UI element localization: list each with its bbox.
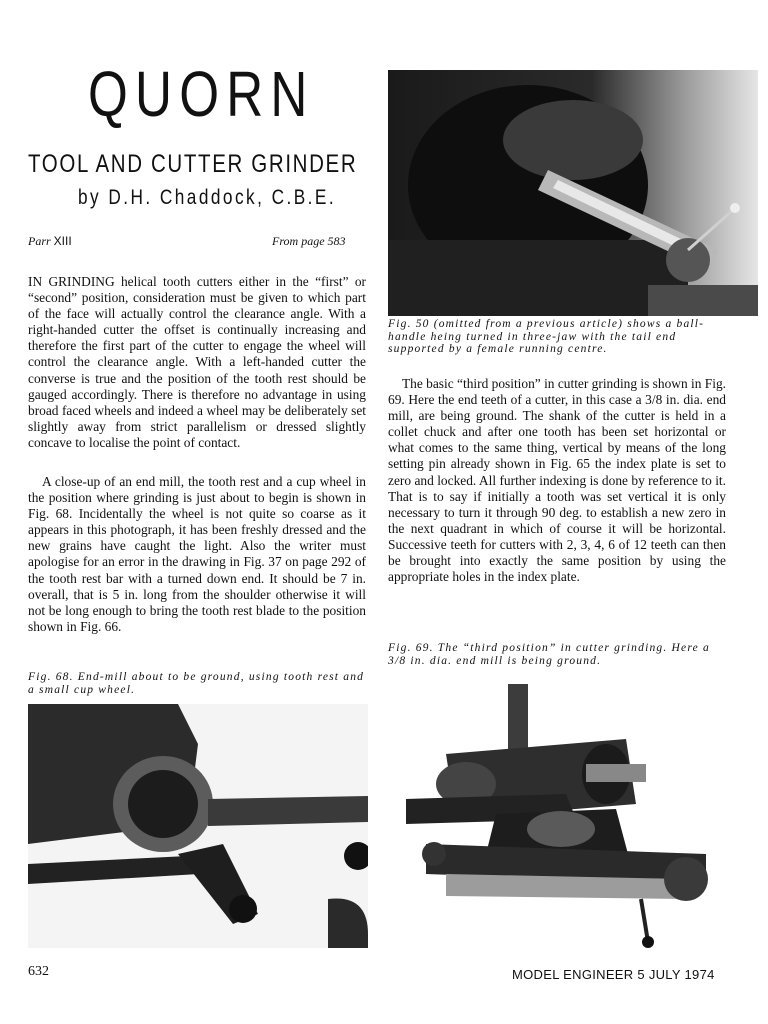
from-page-note: From page 583: [272, 234, 346, 248]
page-number: 632: [28, 964, 49, 979]
fig-69-caption: Fig. 69. The “third position” in cutter grinding. Here a 3/8 in. dia. end mill is being ground.: [388, 642, 710, 667]
fig-69-photo: [386, 684, 726, 950]
part-label-text: Parr: [28, 234, 51, 248]
issue-footer: MODEL ENGINEER 5 JULY 1974: [512, 967, 715, 982]
part-label: [28, 234, 72, 249]
fig-50-caption: Fig. 50 (omitted from a previous article) shows a ball-handle heing turned in three-jaw with the tail end supported by a female running centre.: [388, 318, 705, 355]
article-title: QUORN: [88, 58, 315, 130]
body-paragraph-1: IN GRINDING helical tooth cutters either in the “first” or “second” position, consideration must be given to which part of the face will actually control the clearance angle. With a right-handed cutter the offset is continually increasing and therefore the first part of the cutter to engage the wheel will control the clearance angle. With a left-handed cutter the converse is true and the position of the tooth rest should be gauged accordingly. There is therefore no advantage in using broad faced wheels and indeed a wheel may be deliberately set slightly away from strict parallelism or dressed slightly concave to localise the point of contact.: [28, 274, 366, 450]
article-subtitle: TOOL AND CUTTER GRINDER: [28, 150, 358, 178]
fig-68-caption: Fig. 68. End-mill about to be ground, using tooth rest and a small cup wheel.: [28, 671, 365, 696]
fig-68-photo: [28, 704, 368, 948]
body-paragraph-3: The basic “third position” in cutter grinding is shown in Fig. 69. Here the end teeth of a cutter, in this case a 3/8 in. dia. end mill, are being ground. The shank of the cutter is held in a collet chuck and after one tooth has been set horizontal or what comes to the same thing, vertical by means of the long setting pin already shown in Fig. 65 the index plate is set to zero and locked. All further indexing is done by reference to it. That is to say if initially a tooth was set vertical it is only necessary to turn it through 90 deg. to establish a new zero in the next quadrant in which of course it will be horizontal. Successive teeth for cutters with 2, 3, 4, 6 of 12 teeth can then be brought into exactly the same position by using the appropriate holes in the index plate.: [388, 376, 726, 585]
part-number: XIII: [53, 234, 72, 248]
body-paragraph-2: A close-up of an end mill, the tooth rest and a cup wheel in the position where grinding is just about to begin is shown in Fig. 68. Incidentally the wheel is not quite so coarse as it appears in this photograph, it has been freshly dressed and the new grains have caught the light. Also the writer must apologise for an error in the drawing in Fig. 37 on page 292 of the tooth rest bar with a turned down end. It should be 7 in. overall, that is 5 in. long from the shoulder otherwise it will not be long enough to bring the tooth rest blade to the position shown in Fig. 66.: [28, 474, 366, 634]
fig-50-photo: [388, 70, 758, 316]
article-byline: by D.H. Chaddock, C.B.E.: [78, 186, 337, 209]
